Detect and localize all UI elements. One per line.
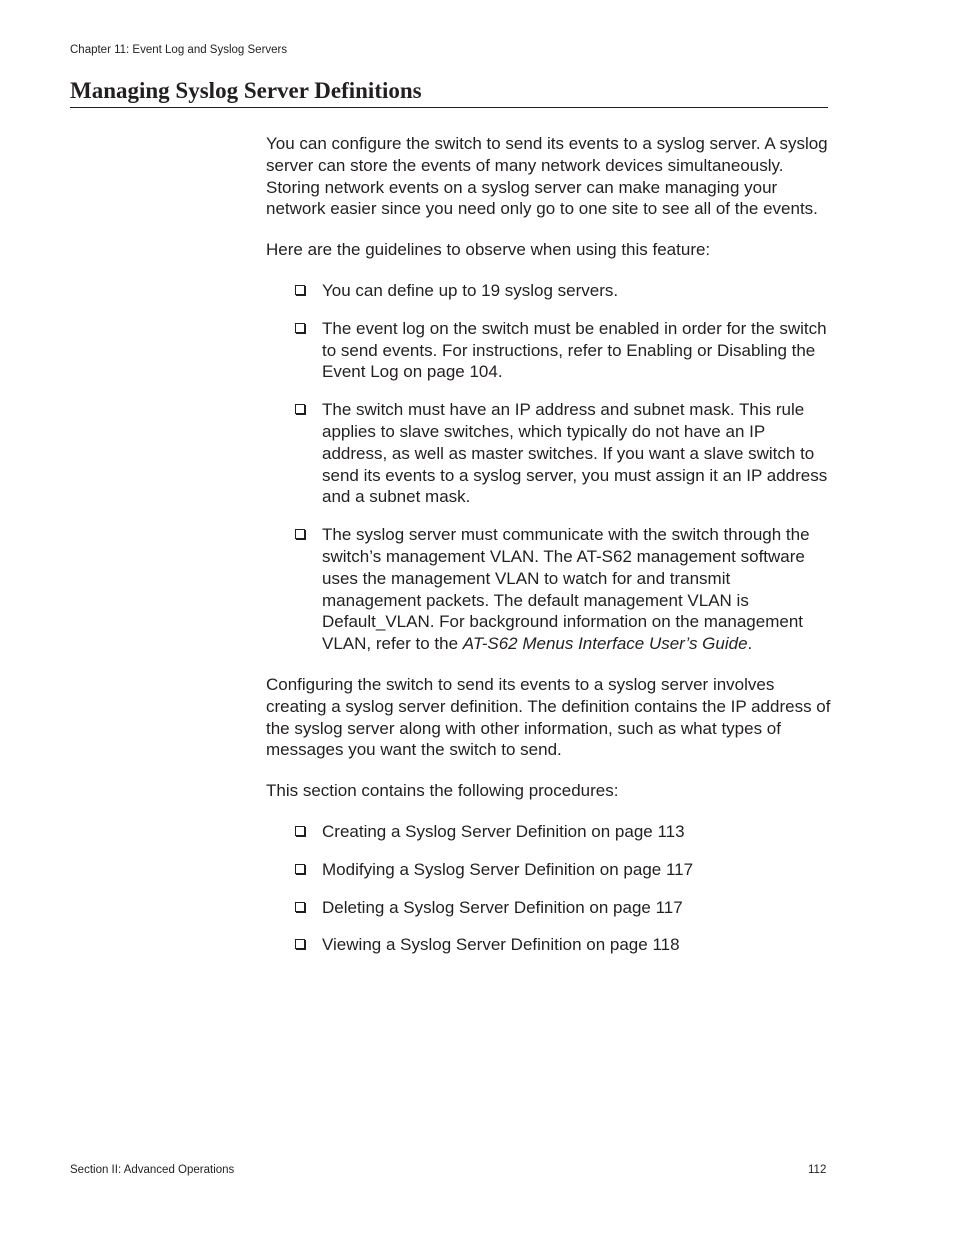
guideline-item: The syslog server must communicate with the switch through the switch’s management VLAN. The AT-S62 management software uses the management VLAN to watch for and transmit management packets. The default management VLAN is Default_VLAN. For background information on the management VLAN, refer to the AT-S62 Menus Interface User’s Guide. — [266, 524, 831, 655]
body-text — [266, 133, 831, 956]
procedure-item: Deleting a Syslog Server Definition on page 117 — [266, 897, 831, 919]
guideline-item: The event log on the switch must be enabled in order for the switch to send events. For instructions, refer to Enabling or Disabling the Event Log on page 104. — [266, 318, 831, 383]
guideline-item: The switch must have an IP address and subnet mask. This rule applies to slave switches, which typically do not have an IP address, as well as master switches. If you want a slave switch to send its events to a syslog server, you must assign it an IP address and a subnet mask. — [266, 399, 831, 508]
guide-reference: AT-S62 Menus Interface User’s Guide — [462, 634, 748, 654]
procedure-item: Creating a Syslog Server Definition on page 113 — [266, 821, 831, 843]
intro-paragraph: You can configure the switch to send its events to a syslog server. A syslog server can store the events of many network devices simultaneously. Storing network events on a syslog server can make managing your network easier since you need only go to one site to see all of the events. — [266, 134, 828, 219]
configuring-paragraph: Configuring the switch to send its events to a syslog server involves creating a syslog server definition. The definition contains the IP address of the syslog server along with other information, such as what types of messages you want the switch to send. — [266, 674, 831, 760]
page-number: 112 — [808, 1164, 827, 1176]
chapter-header: Chapter 11: Event Log and Syslog Servers — [70, 44, 288, 56]
page-title: Managing Syslog Server Definitions — [70, 78, 828, 108]
checkbox-bullet-icon — [295, 285, 305, 295]
checkbox-bullet-icon — [295, 864, 305, 874]
footer-section: Section II: Advanced Operations — [70, 1164, 235, 1176]
checkbox-bullet-icon — [295, 529, 305, 539]
procedures-intro: This section contains the following procedures: — [266, 781, 619, 801]
checkbox-bullet-icon — [295, 404, 305, 414]
guideline-item: You can define up to 19 syslog servers. — [266, 280, 831, 302]
checkbox-bullet-icon — [295, 826, 305, 836]
procedure-item: Modifying a Syslog Server Definition on page 117 — [266, 859, 831, 881]
checkbox-bullet-icon — [295, 323, 305, 333]
procedure-item: Viewing a Syslog Server Definition on page 118 — [266, 934, 831, 956]
checkbox-bullet-icon — [295, 939, 305, 949]
guidelines-intro: Here are the guidelines to observe when using this feature: — [266, 240, 711, 260]
checkbox-bullet-icon — [295, 902, 305, 912]
